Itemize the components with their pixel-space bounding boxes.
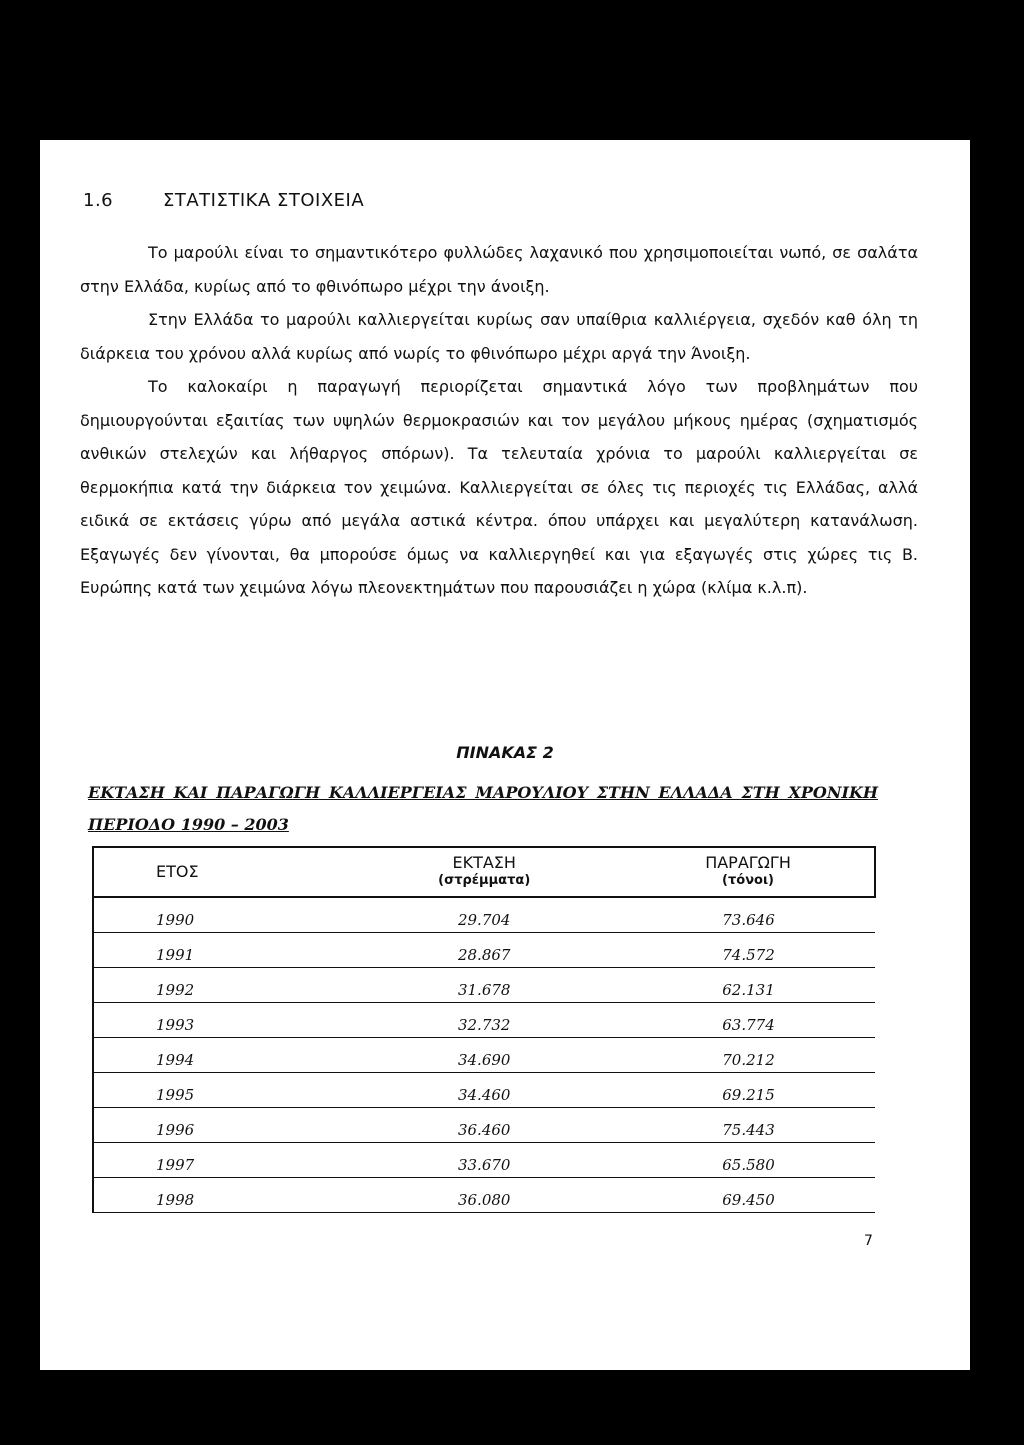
- cell-production: 74.572: [622, 933, 875, 968]
- cell-production: 70.212: [622, 1038, 875, 1073]
- table-caption: ΕΚΤΑΣΗ ΚΑΙ ΠΑΡΑΓΩΓΗ ΚΑΛΛΙΕΡΓΕΙΑΣ ΜΑΡΟΥΛΙΟΥ ΣΤΗΝ ΕΛΛΑΔΑ ΣΤΗ ΧΡΟΝΙΚΗ ΠΕΡΙΟΔΟ 1990 – 2003: [88, 783, 878, 834]
- table-row: [93, 1143, 875, 1178]
- cell-year: 1998: [93, 1178, 346, 1213]
- table-row: [93, 897, 875, 933]
- cell-area: 36.460: [346, 1108, 622, 1143]
- paragraph: Το μαρούλι είναι το σημαντικότερο φυλλώδες λαχανικό που χρησιμοποιείται νωπό, σε σαλάτα στην Ελλάδα, κυρίως από το φθινόπωρο μέχρι την άνοιξη.: [80, 243, 918, 296]
- statistics-table: [92, 846, 876, 1213]
- cell-production: 69.450: [622, 1178, 875, 1213]
- header-production-unit: (τόνοι): [722, 873, 774, 888]
- section-heading: [83, 190, 364, 211]
- cell-area: 28.867: [346, 933, 622, 968]
- cell-year: 1997: [93, 1143, 346, 1178]
- cell-production: 69.215: [622, 1073, 875, 1108]
- cell-year: 1994: [93, 1038, 346, 1073]
- section-title: ΣΤΑΤΙΣΤΙΚΑ ΣΤΟΙΧΕΙΑ: [163, 190, 365, 211]
- document-page: [40, 140, 970, 1370]
- cell-production: 65.580: [622, 1143, 875, 1178]
- header-year: ΕΤΟΣ: [93, 847, 346, 897]
- cell-area: 34.460: [346, 1073, 622, 1108]
- cell-production: 63.774: [622, 1003, 875, 1038]
- header-area: [346, 847, 622, 897]
- table-body: [93, 897, 875, 1213]
- cell-production: 75.443: [622, 1108, 875, 1143]
- header-area-unit: (στρέμματα): [438, 873, 531, 888]
- table-label: ΠΙΝΑΚΑΣ 2: [456, 743, 554, 762]
- paragraph: Το καλοκαίρι η παραγωγή περιορίζεται σημαντικά λόγο των προβλημάτων που δημιουργούνται εξαιτίας των υψηλών θερμοκρασιών και τον μεγάλου μήκους ημέρας (σχηματισμός ανθικών στελεχών και λήθαργος σπόρων). Τα τελευταία χρόνια το μαρούλι καλλιεργείται σε θερμοκήπια κατά την διάρκεια τον χειμώνα. Καλλιεργείται σε όλες τις περιοχές τις Ελλάδας, αλλά ειδικά σε εκτάσεις γύρω από μεγάλα αστικά κέντρα. όπου υπάρχει και μεγαλύτερη κατανάλωση. Εξαγωγές δεν γίνονται, θα μπορούσε όμως να καλλιεργηθεί και για εξαγωγές στις χώρες τις Β. Ευρώπης κατά των χειμώνα λόγω πλεονεκτημάτων που παρουσιάζει η χώρα (κλίμα κ.λ.π).: [80, 377, 918, 597]
- table-header-row: [93, 847, 875, 897]
- table-row: [93, 1178, 875, 1213]
- header-production: [622, 847, 875, 897]
- cell-year: 1995: [93, 1073, 346, 1108]
- cell-year: 1993: [93, 1003, 346, 1038]
- table-row: [93, 968, 875, 1003]
- page-number: 7: [864, 1233, 873, 1249]
- cell-area: 33.670: [346, 1143, 622, 1178]
- table-row: [93, 1003, 875, 1038]
- body-text: [80, 236, 918, 605]
- paragraph: Στην Ελλάδα το μαρούλι καλλιεργείται κυρίως σαν υπαίθρια καλλιέργεια, σχεδόν καθ όλη τη διάρκεια του χρόνου αλλά κυρίως από νωρίς το φθινόπωρο μέχρι αργά την Άνοιξη.: [80, 310, 918, 363]
- cell-area: 31.678: [346, 968, 622, 1003]
- cell-year: 1992: [93, 968, 346, 1003]
- cell-production: 73.646: [622, 897, 875, 933]
- cell-area: 32.732: [346, 1003, 622, 1038]
- cell-year: 1991: [93, 933, 346, 968]
- section-number: 1.6: [83, 190, 114, 211]
- cell-area: 29.704: [346, 897, 622, 933]
- cell-area: 34.690: [346, 1038, 622, 1073]
- header-area-label: ΕΚΤΑΣΗ: [452, 853, 516, 872]
- table-row: [93, 1073, 875, 1108]
- table-row: [93, 933, 875, 968]
- header-production-label: ΠΑΡΑΓΩΓΗ: [705, 853, 791, 872]
- cell-production: 62.131: [622, 968, 875, 1003]
- table-row: [93, 1038, 875, 1073]
- cell-area: 36.080: [346, 1178, 622, 1213]
- cell-year: 1996: [93, 1108, 346, 1143]
- cell-year: 1990: [93, 897, 346, 933]
- table-row: [93, 1108, 875, 1143]
